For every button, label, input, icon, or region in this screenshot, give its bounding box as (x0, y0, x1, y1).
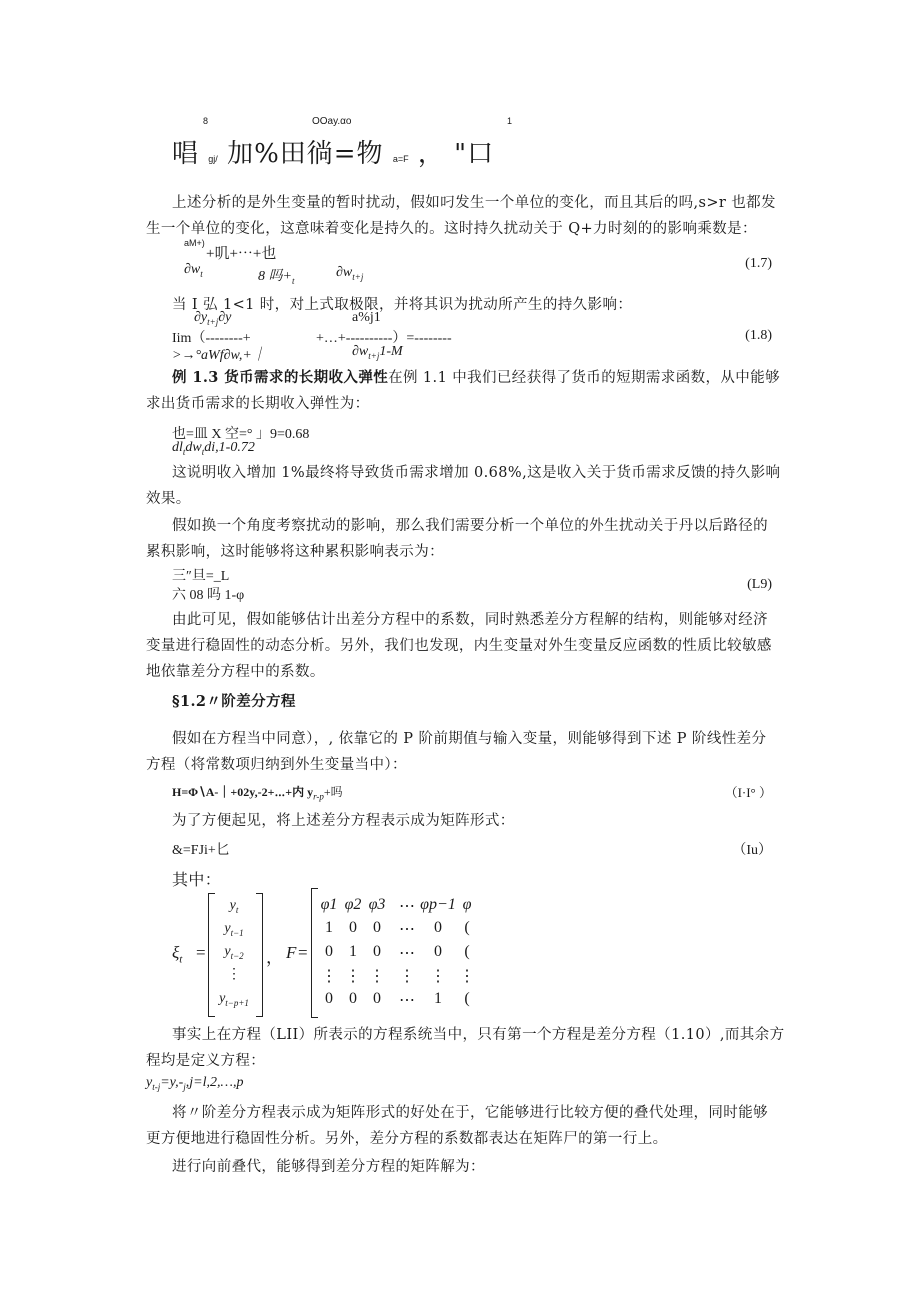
matrix-cell: ⋯ (399, 921, 415, 938)
vector-entry: $y_{t-2}$ (224, 944, 244, 961)
eq18-bottom-a: >→°aWf∂w,+｜ (172, 348, 266, 363)
paragraph-1-line-2: 生一个单位的变化，这意味着变化是持久的。这时持久扰动关于 Q+力时刻的的影响乘数是： (146, 221, 757, 237)
matrix-cell: ( (464, 990, 470, 1007)
paragraph-3-line-1: 这说明收入增加 1%最终将导致货币需求增加 0.68%,这是收入关于货币需求反馈的持久影响 (172, 465, 781, 481)
paragraph-1-line-1: 上述分析的是外生变量的暂时扰动，假如叼发生一个单位的变化，而且其后的吗,s>r 也都发 (172, 195, 776, 211)
eq17-mid: +叽+⋯+也 (206, 246, 277, 262)
matrix-cell: 1 (325, 919, 333, 936)
definition-equation: $y_{t-j}=y,-_j,j=l,2,\dots,p$ (146, 1075, 244, 1092)
matrix-cell: ⋯ (399, 992, 415, 1009)
matrix-cell: 1 (434, 990, 442, 1007)
eq19-line-1: 三″旦=_L (172, 569, 230, 584)
eq18-bottom-b: $\partial w_{t+j}1-M$ (352, 344, 403, 361)
paragraph-5-line-3: 地依靠差分方程中的系数。 (146, 664, 325, 680)
elasticity-equation-line-2: $dl_tdw_tdi,1-0.72$ (172, 440, 255, 457)
header-superscript-a: 8 (203, 116, 209, 126)
paragraph-5-line-1: 由此可见，假如能够估计出差分方程中的系数，同时熟悉差分方程解的结构，则能够对经济 (172, 612, 768, 628)
matrix-cell: 0 (373, 943, 381, 960)
example-line-2: 求出货币需求的长期收入弹性为： (146, 396, 370, 412)
matrix-cell: ⋮ (321, 968, 337, 985)
equation-number-1-11: （Iu） (732, 843, 772, 858)
eq19-line-2: 六 08 吗 1-φ (172, 588, 245, 603)
matrix-cell: φ (462, 896, 472, 913)
paragraph-3-line-2: 效果。 (146, 491, 191, 507)
matrix-cell: φ3 (368, 896, 386, 913)
header-title-sub2: a=F (392, 154, 409, 164)
vector-entry: $y_{t-1}$ (224, 921, 244, 938)
matrix-cell: 0 (434, 943, 442, 960)
header-title-main: 唱 (172, 139, 200, 169)
vector-entry: $y_t$ (229, 898, 239, 915)
matrix-cell: ⋮ (399, 968, 415, 985)
example-line-1-rest: 在例 1.1 中我们已经获得了货币的短期需求函数，从中能够 (388, 370, 781, 386)
paragraph-7: 为了方便起见，将上述差分方程表示成为矩阵形式： (172, 813, 515, 829)
matrix-cell: ⋮ (430, 968, 446, 985)
section-heading: §1.2〃阶差分方程 (172, 693, 296, 710)
paragraph-8-line-1: 事实上在方程（LII）所表示的方程系统当中，只有第一个方程是差分方程（1.10）,而其余方 (172, 1027, 785, 1043)
F-equals: = (298, 943, 308, 962)
paragraph-8-line-2: 程均是定义方程： (146, 1053, 266, 1069)
matrix-cell: φ1 (320, 896, 338, 913)
header-superscript-b: OOay.αo (312, 116, 352, 127)
header-title-end: ， "口 (417, 139, 495, 169)
matrix-cell: ⋯ (399, 898, 415, 915)
eq18-mid-b: +…+----------）=-------- (316, 331, 452, 346)
matrix-cell: ( (464, 943, 470, 960)
header-title-mid: 加%田徜=物 (227, 139, 384, 169)
matrix-cell: 0 (434, 919, 442, 936)
elasticity-equation-line-1: 也=皿 X 空=° 」9=0.68 (172, 427, 310, 442)
paragraph-9-line-1: 将〃阶差分方程表示成为矩阵形式的好处在于，它能够进行比较方便的叠代处理，同时能够 (172, 1105, 768, 1121)
matrix-cell: 0 (373, 919, 381, 936)
eq110-text: H=Φ∖A-｜+02y,-2+⋯+内 $y_{r-p}+$吗 (172, 785, 343, 802)
eq17-top: aM+) (184, 238, 205, 248)
equation-number-1-8: (1.8) (745, 328, 772, 343)
header-superscript-c: 1 (507, 116, 513, 126)
matrix-cell: φp−1 (420, 896, 456, 913)
matrix-cell: 0 (325, 943, 333, 960)
matrix-cell: 1 (349, 943, 357, 960)
matrix-cell: 0 (373, 990, 381, 1007)
matrix-comma: ， (266, 948, 283, 967)
example-heading: 例 1.3 货币需求的长期收入弹性 (172, 369, 389, 386)
matrix-cell: ⋮ (345, 968, 361, 985)
matrix-cell: 0 (349, 919, 357, 936)
paragraph-10: 进行向前叠代，能够得到差分方程的矩阵解为： (172, 1159, 485, 1175)
equation-number-1-7: (1.7) (745, 256, 772, 271)
matrix-cell: ⋯ (399, 945, 415, 962)
paragraph-4-line-2: 累积影响，这时能够将这种累积影响表示为： (146, 544, 444, 560)
F-symbol: F (286, 943, 297, 962)
eq17-bottom-a: $\partial w_t$ (184, 262, 203, 279)
eq17-bottom-c: $\partial w_{t+j}$ (336, 265, 364, 282)
qizhong-label: 其中： (172, 870, 222, 889)
matrix-cell: 0 (325, 990, 333, 1007)
header-title-sub1: gj/ (208, 154, 218, 164)
matrix-cell: ⋮ (369, 968, 385, 985)
xi-equals: = (196, 943, 206, 962)
eq18-top-c: a%j1 (352, 310, 381, 325)
equation-number-1-9: (L9) (747, 577, 772, 592)
eq18-mid-a: Iim（--------+ (172, 331, 251, 346)
paragraph-2: 当 I 弘 1<1 时，对上式取极限，并将其识为扰动所产生的持久影响： (172, 297, 633, 313)
eq17-bottom-b: 8 吗$+_t$ (258, 269, 295, 286)
paragraph-6-line-1: 假如在方程当中同意），, 依靠它的 P 阶前期值与输入变量，则能够得到下述 P 阶线性差分 (172, 731, 767, 747)
matrix-cell: φ2 (344, 896, 362, 913)
vector-entry: ⋮ (227, 967, 241, 982)
xi-symbol: $\xi_t$ (172, 943, 183, 966)
matrix-cell: 0 (349, 990, 357, 1007)
paragraph-9-line-2: 更方便地进行稳固性分析。另外，差分方程的系数都表达在矩阵尸的第一行上。 (146, 1131, 668, 1147)
paragraph-4-line-1: 假如换一个角度考察扰动的影响，那么我们需要分析一个单位的外生扰动关于丹以后路径的 (172, 518, 768, 534)
matrix-cell: ( (464, 919, 470, 936)
equation-number-1-10: （I·I° ） (724, 785, 772, 800)
paragraph-6-line-2: 方程（将常数项归纳到外生变量当中）： (146, 757, 407, 773)
vector-entry: $y_{t-p+1}$ (219, 991, 249, 1008)
eq111-text: &=FJi+匕 (172, 843, 230, 858)
eq18-top-a: $\partial y_{t+j}\partial y$ (194, 310, 232, 327)
matrix-cell: ⋮ (459, 968, 475, 985)
paragraph-5-line-2: 变量进行稳固性的动态分析。另外，我们也发现，内生变量对外生变量反应函数的性质比较敏感 (146, 638, 772, 654)
